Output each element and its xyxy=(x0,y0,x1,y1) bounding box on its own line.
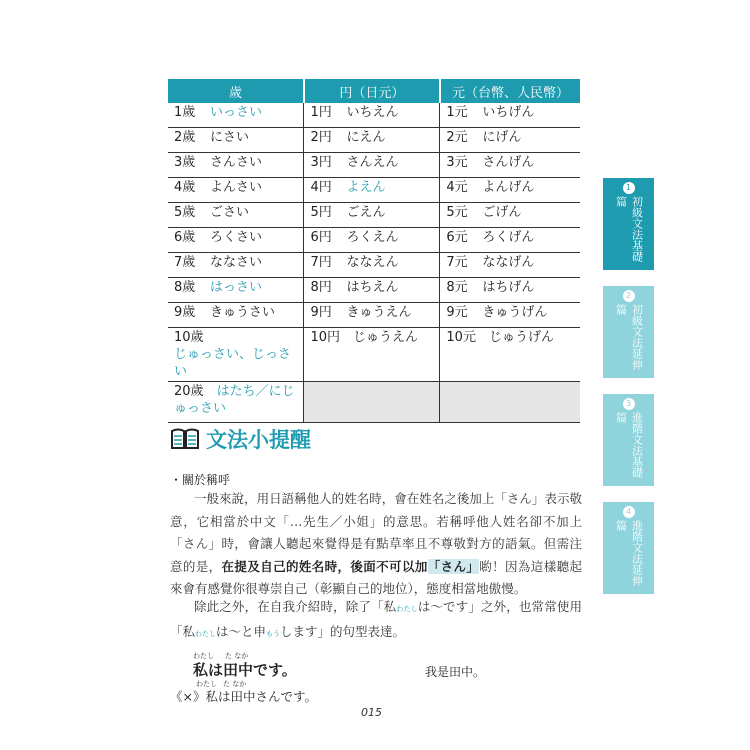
cell-number: 20歲 xyxy=(174,384,204,399)
table-row xyxy=(168,178,580,203)
cell-reading: ごえん xyxy=(346,205,386,220)
cell-reading: じゅっさい、じっさい xyxy=(174,347,292,379)
furigana: わたし xyxy=(193,652,214,660)
table-cell xyxy=(168,203,304,228)
table-cell xyxy=(168,382,304,423)
header-yuan: 元（台幣、人民幣） xyxy=(440,79,580,103)
table-row xyxy=(168,278,580,303)
cell-number: 1歲 xyxy=(174,105,196,120)
table-cell xyxy=(304,278,440,303)
table-cell xyxy=(440,128,580,153)
cell-number: 2歲 xyxy=(174,130,196,145)
chapter-tab-2[interactable] xyxy=(603,286,654,378)
table-row xyxy=(168,328,580,382)
table-cell: 10円 じゅうえん xyxy=(304,328,440,382)
chapter-tab-3[interactable] xyxy=(603,394,654,486)
cell-reading: きゅうげん xyxy=(482,305,548,320)
paragraph-text: 喲！因為這樣聽起來會有感覺你很尊崇自己（彰顯自己的地位），態度相當地傲慢。 xyxy=(170,558,582,596)
cell-reading: きゅうえん xyxy=(346,305,412,320)
cell-number: 4歲 xyxy=(174,180,196,195)
table-row xyxy=(168,382,580,423)
furigana: た なか xyxy=(225,652,249,660)
table-cell xyxy=(440,153,580,178)
table-cell xyxy=(440,303,580,328)
table-cell xyxy=(440,203,580,228)
table-cell xyxy=(168,128,304,153)
cell-number: 9円 xyxy=(310,305,332,320)
wrong-example-text: 《×》私は田中さんです。 xyxy=(170,689,317,704)
chapter-tab-4[interactable] xyxy=(603,502,654,594)
cell-reading: さんげん xyxy=(482,155,535,170)
tab-number-badge: 3 xyxy=(623,398,635,410)
cell-number: 1円 xyxy=(310,105,332,120)
cell-number: 1元 xyxy=(446,105,468,120)
cell-reading: よえん xyxy=(346,180,386,195)
counter-table xyxy=(168,79,580,423)
cell-number: 4円 xyxy=(310,180,332,195)
cell-number: 9歲 xyxy=(174,305,196,320)
tab-label: 進階文法基礎篇 xyxy=(614,412,644,478)
paragraph-2: 除此之外，在自我介紹時，除了「私わたしは～です」之外，也常常使用「私わたしは～と申もうします」的句型表達。 xyxy=(170,599,582,639)
table-cell xyxy=(440,178,580,203)
table-cell xyxy=(168,178,304,203)
cell-reading: はちげん xyxy=(482,280,535,295)
cell-reading: にげん xyxy=(482,130,522,145)
tab-label: 進階文法延伸篇 xyxy=(614,520,644,586)
table-row xyxy=(168,228,580,253)
empty-cell xyxy=(440,382,580,423)
table-cell xyxy=(168,253,304,278)
cell-number: 3歲 xyxy=(174,155,196,170)
table-cell xyxy=(304,228,440,253)
cell-reading: さんえん xyxy=(346,155,399,170)
table-row xyxy=(168,103,580,128)
empty-cell xyxy=(304,382,440,423)
furigana: わたし xyxy=(195,629,217,638)
table-row xyxy=(168,303,580,328)
cell-reading: ななえん xyxy=(346,255,399,270)
cell-number: 3元 xyxy=(446,155,468,170)
cell-number: 7円 xyxy=(310,255,332,270)
furigana: もう xyxy=(266,629,281,638)
example-translation: 我是田中。 xyxy=(425,665,486,679)
cell-reading: いっさい xyxy=(210,105,263,120)
tab-number-badge: 4 xyxy=(623,506,635,518)
table-cell xyxy=(168,153,304,178)
table-cell xyxy=(440,253,580,278)
table-header-row xyxy=(168,79,580,103)
tab-number-badge: 1 xyxy=(623,182,635,194)
cell-number: 8歲 xyxy=(174,280,196,295)
cell-reading: ななげん xyxy=(482,255,535,270)
table-cell xyxy=(168,228,304,253)
cell-number: 6歲 xyxy=(174,230,196,245)
cell-number: 9元 xyxy=(446,305,468,320)
header-age: 歲 xyxy=(168,79,304,103)
wrong-example xyxy=(170,680,317,705)
furigana: た なか xyxy=(223,680,247,688)
cell-reading: にさい xyxy=(210,130,250,145)
cell-number: 2円 xyxy=(310,130,332,145)
cell-reading: にえん xyxy=(346,130,386,145)
table-row xyxy=(168,153,580,178)
header-yen: 円（日元） xyxy=(304,79,440,103)
cell-reading: いちえん xyxy=(346,105,399,120)
cell-reading: ごげん xyxy=(482,205,522,220)
page-number: 015 xyxy=(361,706,382,719)
cell-reading: きゅうさい xyxy=(210,305,276,320)
table-cell xyxy=(304,103,440,128)
cell-reading: ろくさい xyxy=(210,230,263,245)
table-cell xyxy=(304,303,440,328)
table-cell xyxy=(168,328,304,382)
paragraph-1 xyxy=(170,488,582,601)
example-japanese: 私は田中です。 xyxy=(193,661,297,679)
cell-reading: よんげん xyxy=(482,180,535,195)
chapter-tab-1[interactable] xyxy=(603,178,654,270)
cell-number: 5歲 xyxy=(174,205,196,220)
tab-label: 初級文法基礎篇 xyxy=(614,196,644,262)
cell-number: 10歲 xyxy=(174,330,204,345)
table-cell xyxy=(168,278,304,303)
tab-label: 初級文法延伸篇 xyxy=(614,304,644,370)
bullet-title: ・關於稱呼 xyxy=(170,473,231,487)
cell-number: 6元 xyxy=(446,230,468,245)
table-row xyxy=(168,203,580,228)
tips-heading xyxy=(170,424,311,454)
cell-reading: はっさい xyxy=(210,280,263,295)
tips-title: 文法小提醒 xyxy=(206,428,311,452)
table-cell xyxy=(440,228,580,253)
cell-number: 4元 xyxy=(446,180,468,195)
cell-reading: ろくげん xyxy=(482,230,535,245)
example-sentence xyxy=(193,652,297,679)
table-row xyxy=(168,253,580,278)
paragraph-text: 一般來說，用日語稱他人的姓名時，會在姓名之後加上「さん」表示敬意，它相當於中文「…先生／小姐」的意思。若稱呼他人姓名卻不加上「さん」時，會讓人聽起來覺得是有點草率且不尊敬對方的語氣。但需注意的是， xyxy=(170,491,582,574)
highlight-text: 在提及自己的姓名時，後面不可以加「さん」 xyxy=(221,558,480,574)
table-cell xyxy=(304,128,440,153)
table-cell xyxy=(440,103,580,128)
cell-reading: さんさい xyxy=(210,155,263,170)
cell-number: 6円 xyxy=(310,230,332,245)
cell-reading: ごさい xyxy=(210,205,250,220)
table-cell: 10元 じゅうげん xyxy=(440,328,580,382)
cell-number: 3円 xyxy=(310,155,332,170)
cell-reading: ななさい xyxy=(210,255,263,270)
cell-reading: はちえん xyxy=(346,280,399,295)
cell-reading: ろくえん xyxy=(346,230,399,245)
furigana: わたし xyxy=(396,605,418,613)
cell-number: 8円 xyxy=(310,280,332,295)
cell-number: 7元 xyxy=(446,255,468,270)
table-cell xyxy=(440,278,580,303)
cell-number: 8元 xyxy=(446,280,468,295)
table-cell xyxy=(168,303,304,328)
tab-number-badge: 2 xyxy=(623,290,635,302)
cell-number: 5円 xyxy=(310,205,332,220)
cell-number: 2元 xyxy=(446,130,468,145)
table-cell xyxy=(304,253,440,278)
table-cell xyxy=(168,103,304,128)
table-cell xyxy=(304,203,440,228)
cell-number: 7歲 xyxy=(174,255,196,270)
cell-reading: ゅっさい xyxy=(174,401,227,416)
table-row xyxy=(168,128,580,153)
table-cell xyxy=(304,153,440,178)
open-book-icon xyxy=(170,427,200,451)
cell-reading: いちげん xyxy=(482,105,535,120)
furigana: わたし xyxy=(196,680,217,688)
table-cell xyxy=(304,178,440,203)
cell-number: 5元 xyxy=(446,205,468,220)
cell-reading: はたち／にじ xyxy=(216,384,295,399)
cell-reading: よんさい xyxy=(210,180,263,195)
